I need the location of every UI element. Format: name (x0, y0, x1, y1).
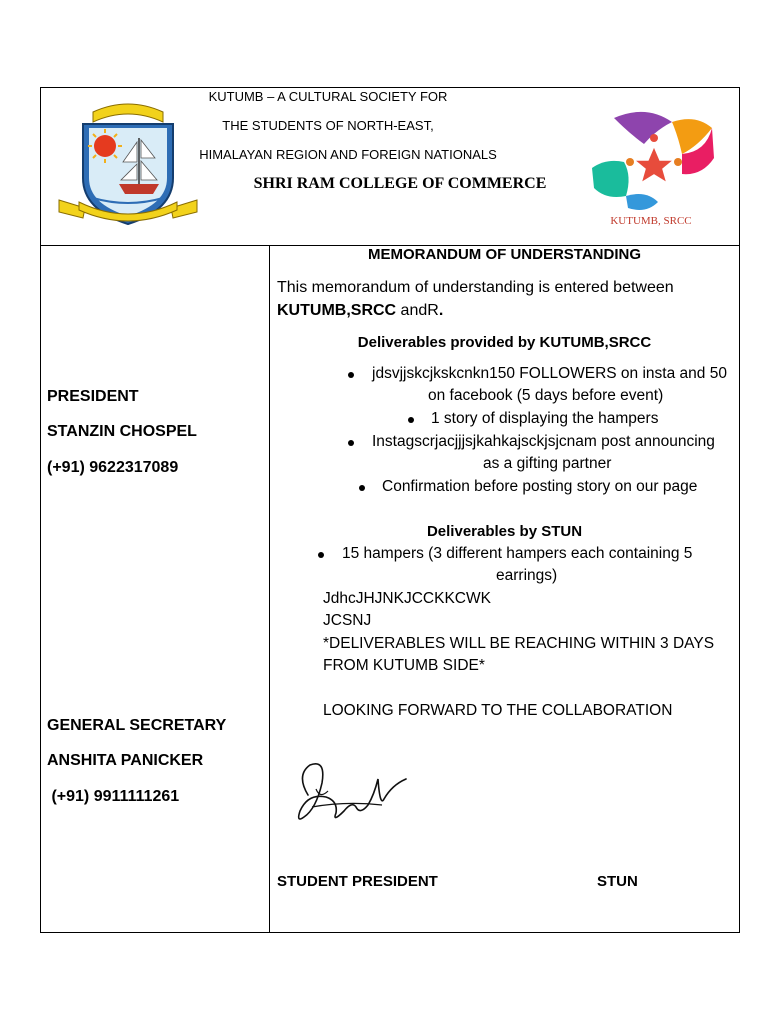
gs-name: ANSHITA PANICKER (47, 752, 204, 769)
kutumb-item-1-line2: on facebook (5 days before event) (428, 387, 664, 404)
president-phone: (+91) 9622317089 (47, 459, 179, 476)
college-name: SHRI RAM COLLEGE OF COMMERCE (253, 175, 547, 192)
kutumb-item-3-line2: as a gifting partner (483, 455, 612, 472)
stun-item-1-line1: 15 hampers (3 different hampers each containing 5 (342, 545, 693, 562)
intro-dot: . (438, 302, 444, 319)
kutumb-item-1-line1: jdsvjjskcjkskcnkn150 FOLLOWERS on insta and 50 (372, 365, 727, 382)
delivery-note-line2: FROM KUTUMB SIDE* (323, 657, 485, 674)
intro-rest: andR (396, 302, 439, 319)
gs-title: GENERAL SECRETARY (47, 717, 227, 734)
stun-deliverables-heading: Deliverables by STUN (426, 523, 583, 540)
closing-line: LOOKING FORWARD TO THE COLLABORATION (323, 702, 673, 719)
gs-phone: (+91) 9911111261 (47, 788, 180, 805)
bullet-icon (348, 372, 354, 378)
bullet-icon (408, 417, 414, 423)
society-name-line1: KUTUMB – A CULTURAL SOCIETY FOR (208, 89, 448, 104)
svg-text:KUTUMB, SRCC: KUTUMB, SRCC (610, 215, 692, 227)
mou-title: MEMORANDUM OF UNDERSTANDING (367, 246, 642, 263)
intro-line2 (277, 302, 443, 320)
bullet-icon (359, 485, 365, 491)
society-name-line2: THE STUDENTS OF NORTH-EAST, (222, 118, 434, 133)
kutumb-item-2: 1 story of displaying the hampers (431, 410, 659, 427)
kutumb-item-4: Confirmation before posting story on our page (382, 478, 698, 495)
mou-document (40, 87, 740, 933)
handwritten-signature (286, 735, 416, 845)
bullet-icon (348, 440, 354, 446)
sign-student-president: STUDENT PRESIDENT (277, 873, 438, 890)
president-title: PRESIDENT (47, 388, 139, 405)
bullet-icon (318, 552, 324, 558)
president-name: STANZIN CHOSPEL (47, 423, 197, 440)
intro-line1: This memorandum of understanding is entered between (277, 279, 674, 296)
sign-stun: STUN (597, 873, 638, 890)
intro-bold: KUTUMB,SRCC (277, 302, 397, 319)
document-header (41, 88, 739, 246)
kutumb-deliverables-heading: Deliverables provided by KUTUMB,SRCC (357, 334, 652, 351)
stun-item-1-line2: earrings) (496, 567, 558, 584)
mou-content-column (270, 245, 739, 932)
kutumb-item-3-line1: Instagscrjacjjjsjkahkajsckjsjcnam post announcing (372, 433, 715, 450)
delivery-note-line1: *DELIVERABLES WILL BE REACHING WITHIN 3 DAYS (323, 635, 715, 652)
extra-line-2: JCSNJ (323, 612, 372, 629)
extra-line-1: JdhcJHJNKJCCKKCWK (323, 590, 491, 607)
office-bearers-column (41, 245, 270, 932)
society-name-line3: HIMALAYAN REGION AND FOREIGN NATIONALS (199, 147, 497, 162)
